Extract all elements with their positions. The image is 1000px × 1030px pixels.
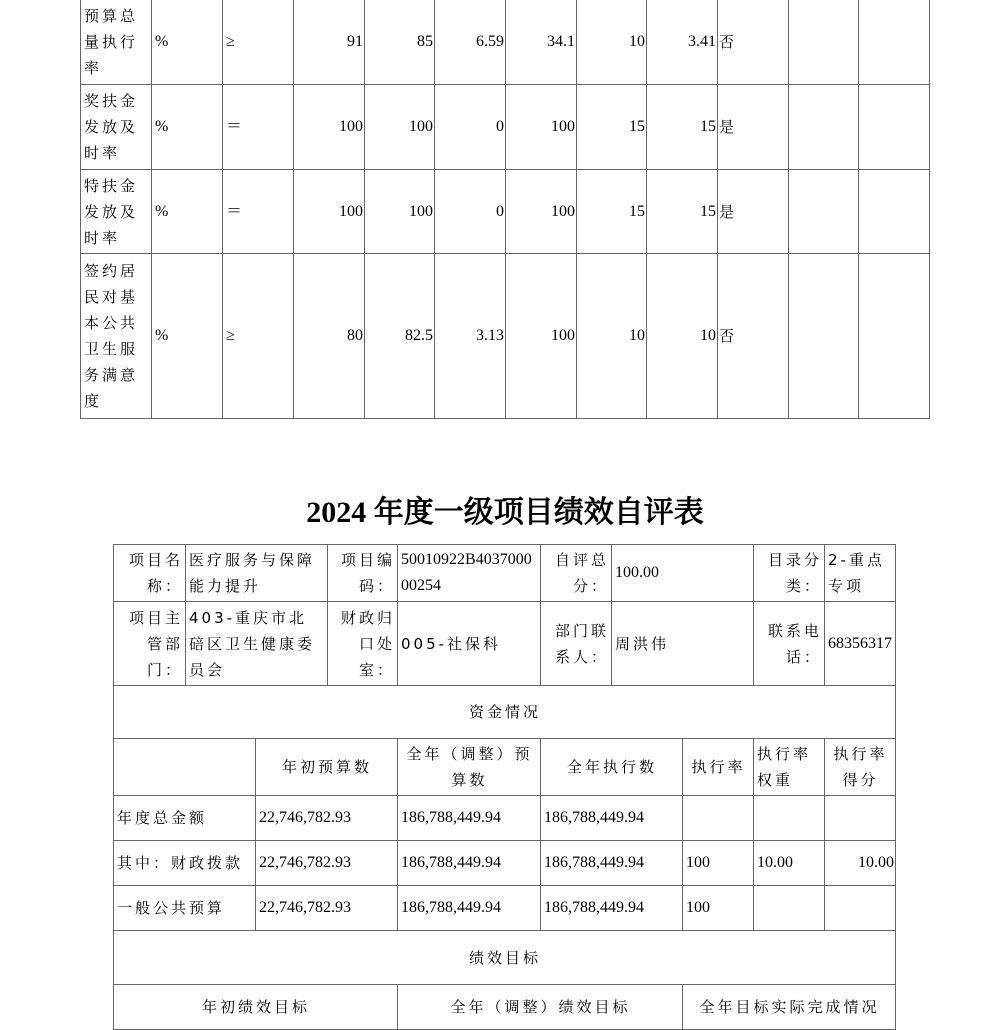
funds-weight bbox=[754, 886, 825, 931]
funds-section-row bbox=[114, 686, 896, 739]
funds-header-adjusted: 全年（调整）预算数 bbox=[398, 739, 541, 796]
project-evaluation-table bbox=[113, 544, 896, 1030]
funds-rate: 100 bbox=[683, 841, 754, 886]
indicator-completion: 100 bbox=[506, 170, 577, 254]
department-label: 项目主管部门： bbox=[114, 602, 186, 686]
funds-adjusted: 186,788,449.94 bbox=[398, 796, 541, 841]
self-score-label: 自评总分： bbox=[541, 545, 612, 602]
indicator-name: 奖扶金发放及时率 bbox=[81, 85, 152, 170]
indicator-row bbox=[81, 0, 930, 85]
indicator-empty bbox=[789, 85, 859, 170]
funds-row bbox=[114, 796, 896, 841]
indicator-target: 100 bbox=[294, 85, 365, 170]
category-value: 2-重点专项 bbox=[825, 545, 896, 602]
indicator-operator: ＝ bbox=[223, 170, 294, 254]
indicator-actual: 85 bbox=[365, 0, 435, 85]
project-info-row bbox=[114, 602, 896, 686]
indicator-name: 签约居民对基本公共卫生服务满意度 bbox=[81, 254, 152, 419]
indicator-flag: 否 bbox=[718, 0, 789, 85]
goals-header-initial: 年初绩效目标 bbox=[114, 985, 398, 1030]
funds-header-initial: 年初预算数 bbox=[256, 739, 398, 796]
funds-weight bbox=[754, 796, 825, 841]
indicator-score: 15 bbox=[647, 170, 718, 254]
funds-row bbox=[114, 886, 896, 931]
project-code-value: 50010922B403700000254 bbox=[398, 545, 541, 602]
goals-section-row bbox=[114, 931, 896, 985]
indicator-completion: 34.1 bbox=[506, 0, 577, 85]
indicator-operator: ＝ bbox=[223, 85, 294, 170]
indicator-table bbox=[80, 0, 930, 419]
indicator-name: 预算总量执行率 bbox=[81, 0, 152, 85]
funds-initial: 22,746,782.93 bbox=[256, 886, 398, 931]
indicator-deviation: 6.59 bbox=[435, 0, 506, 85]
indicator-score: 3.41 bbox=[647, 0, 718, 85]
goals-section-title: 绩效目标 bbox=[114, 931, 896, 985]
indicator-empty bbox=[789, 0, 859, 85]
indicator-weight: 10 bbox=[577, 254, 647, 419]
category-label: 目录分类： bbox=[754, 545, 825, 602]
funds-score bbox=[825, 796, 896, 841]
contact-value: 周洪伟 bbox=[612, 602, 754, 686]
funds-header-weight: 执行率权重 bbox=[754, 739, 825, 796]
indicator-empty bbox=[859, 0, 930, 85]
indicator-empty bbox=[789, 254, 859, 419]
indicator-score: 15 bbox=[647, 85, 718, 170]
indicator-completion: 100 bbox=[506, 85, 577, 170]
funds-section-title: 资金情况 bbox=[114, 686, 896, 739]
contact-label: 部门联系人： bbox=[541, 602, 612, 686]
funds-initial: 22,746,782.93 bbox=[256, 796, 398, 841]
funds-adjusted: 186,788,449.94 bbox=[398, 841, 541, 886]
indicator-flag: 否 bbox=[718, 254, 789, 419]
indicator-operator: ≥ bbox=[223, 254, 294, 419]
funds-adjusted: 186,788,449.94 bbox=[398, 886, 541, 931]
funds-executed: 186,788,449.94 bbox=[541, 841, 683, 886]
funds-executed: 186,788,449.94 bbox=[541, 886, 683, 931]
indicator-operator: ≥ bbox=[223, 0, 294, 85]
indicator-deviation: 0 bbox=[435, 85, 506, 170]
indicator-target: 91 bbox=[294, 0, 365, 85]
indicator-completion: 100 bbox=[506, 254, 577, 419]
finance-office-value: 005-社保科 bbox=[398, 602, 541, 686]
phone-label: 联系电话： bbox=[754, 602, 825, 686]
indicator-weight: 10 bbox=[577, 0, 647, 85]
funds-row bbox=[114, 841, 896, 886]
indicator-actual: 100 bbox=[365, 170, 435, 254]
indicator-unit: % bbox=[152, 254, 223, 419]
indicator-row bbox=[81, 85, 930, 170]
indicator-score: 10 bbox=[647, 254, 718, 419]
funds-rate bbox=[683, 796, 754, 841]
phone-value: 68356317 bbox=[825, 602, 896, 686]
funds-header-rate: 执行率 bbox=[683, 739, 754, 796]
page-title: 2024 年度一级项目绩效自评表 bbox=[306, 496, 704, 529]
funds-header-blank bbox=[114, 739, 256, 796]
funds-header-executed: 全年执行数 bbox=[541, 739, 683, 796]
indicator-weight: 15 bbox=[577, 170, 647, 254]
indicator-empty bbox=[859, 170, 930, 254]
goals-header-row bbox=[114, 985, 896, 1030]
funds-rate: 100 bbox=[683, 886, 754, 931]
department-value: 403-重庆市北碚区卫生健康委员会 bbox=[186, 602, 328, 686]
indicator-unit: % bbox=[152, 170, 223, 254]
funds-header-row bbox=[114, 739, 896, 796]
indicator-row bbox=[81, 254, 930, 419]
indicator-flag: 是 bbox=[718, 85, 789, 170]
funds-row-label: 一般公共预算 bbox=[114, 886, 256, 931]
funds-row-label: 其中：财政拨款 bbox=[114, 841, 256, 886]
finance-office-label: 财政归口处室： bbox=[328, 602, 398, 686]
project-code-label: 项目编码： bbox=[328, 545, 398, 602]
indicator-deviation: 3.13 bbox=[435, 254, 506, 419]
indicator-empty bbox=[859, 85, 930, 170]
funds-weight: 10.00 bbox=[754, 841, 825, 886]
indicator-weight: 15 bbox=[577, 85, 647, 170]
indicator-flag: 是 bbox=[718, 170, 789, 254]
indicator-target: 100 bbox=[294, 170, 365, 254]
project-name-label: 项目名称： bbox=[114, 545, 186, 602]
funds-initial: 22,746,782.93 bbox=[256, 841, 398, 886]
indicator-deviation: 0 bbox=[435, 170, 506, 254]
funds-executed: 186,788,449.94 bbox=[541, 796, 683, 841]
goals-header-actual: 全年目标实际完成情况 bbox=[683, 985, 896, 1030]
self-score-value: 100.00 bbox=[612, 545, 754, 602]
funds-score bbox=[825, 886, 896, 931]
funds-score: 10.00 bbox=[825, 841, 896, 886]
indicator-unit: % bbox=[152, 85, 223, 170]
funds-header-score: 执行率得分 bbox=[825, 739, 896, 796]
project-name-value: 医疗服务与保障能力提升 bbox=[186, 545, 328, 602]
indicator-empty bbox=[789, 170, 859, 254]
project-info-row bbox=[114, 545, 896, 602]
funds-row-label: 年度总金额 bbox=[114, 796, 256, 841]
indicator-actual: 82.5 bbox=[365, 254, 435, 419]
indicator-target: 80 bbox=[294, 254, 365, 419]
indicator-unit: % bbox=[152, 0, 223, 85]
goals-header-adjusted: 全年（调整）绩效目标 bbox=[398, 985, 683, 1030]
indicator-actual: 100 bbox=[365, 85, 435, 170]
indicator-name: 特扶金发放及时率 bbox=[81, 170, 152, 254]
indicator-empty bbox=[859, 254, 930, 419]
indicator-row bbox=[81, 170, 930, 254]
